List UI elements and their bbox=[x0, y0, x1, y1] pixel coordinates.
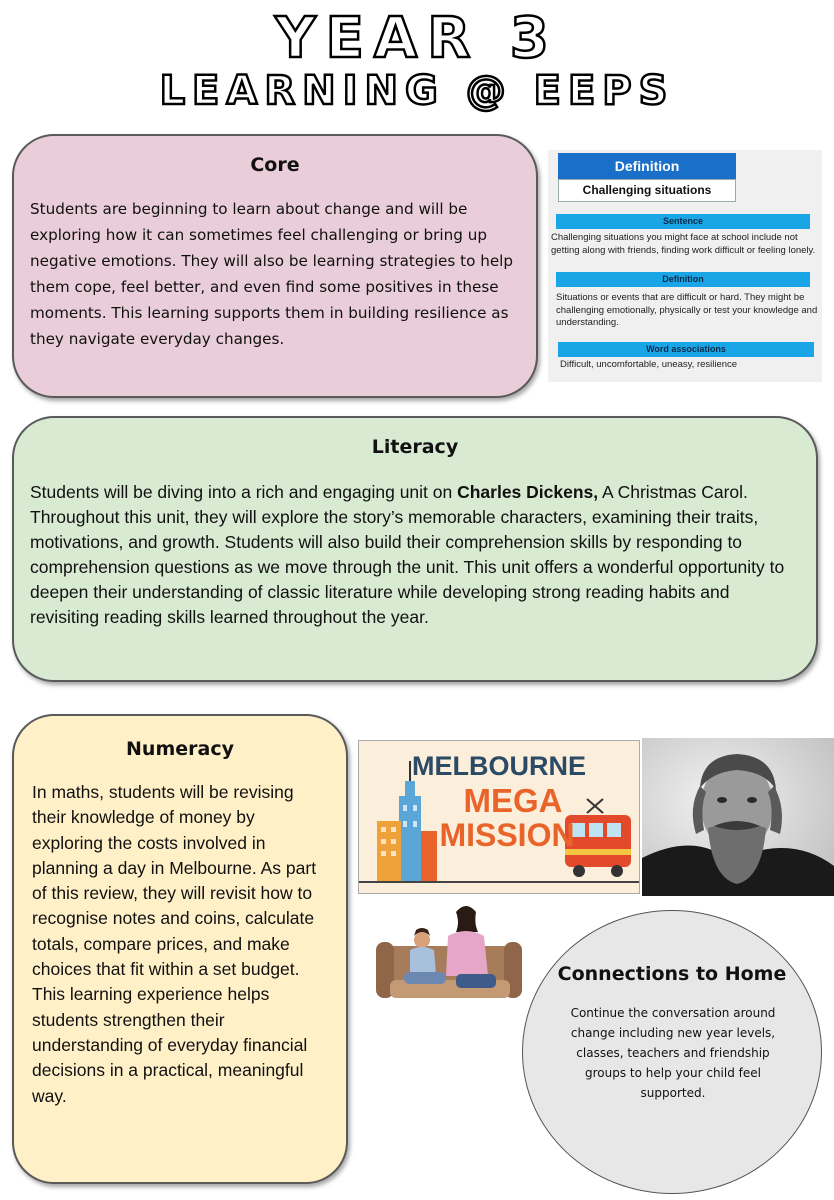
literacy-body: Students will be diving into a rich and engaging unit on Charles Dickens, A Christmas Carol. Throughout this unit, they will explore the story’s memorable characters, examining their traits, motivations, and growth. Students will also build their comprehension skills by responding to comprehension questions as we move through the unit. This unit offers a wonderful opportunity to deepen their understanding of classic literature while developing strong reading habits and revisiting reading skills learned throughout the year. bbox=[30, 482, 785, 627]
core-body: Students are beginning to learn about change and will be exploring how it can sometimes feel challenging or bring up negative emotions. They will also be learning strategies to help them cope, feel better, and even find some positives in these moments. This learning supports them in building resilience as they navigate everyday changes. bbox=[30, 200, 514, 348]
literacy-heading: Literacy bbox=[371, 436, 459, 458]
definition-text: Situations or events that are difficult or hard. They might be challenging emotionally, physically or test your knowledge and understanding. bbox=[556, 292, 818, 328]
sentence-text: Challenging situations you might face at school include not getting along with friends, finding work difficult or feeling lonely. bbox=[551, 232, 816, 256]
connections-to-home-section bbox=[522, 910, 822, 1194]
connections-heading: Connections to Home bbox=[557, 963, 787, 985]
associations-text: Difficult, uncomfortable, uneasy, resilience bbox=[560, 359, 738, 370]
definition-card-word: Challenging situations bbox=[558, 179, 736, 202]
melbourne-title: MELBOURNE bbox=[412, 751, 586, 781]
literacy-bold-author: Charles Dickens, bbox=[457, 482, 599, 502]
melbourne-mega-mission-image bbox=[358, 740, 640, 894]
core-section bbox=[12, 134, 538, 398]
numeracy-heading: Numeracy bbox=[126, 738, 234, 760]
family-drawing bbox=[376, 902, 522, 1002]
portrait-illustration bbox=[642, 738, 834, 896]
page-subtitle: LEARNING @ EEPS bbox=[159, 68, 675, 114]
numeracy-body: In maths, students will be revising their knowledge of money by exploring the costs involved in planning a day in Melbourne. As part of this review, they will revisit how to recognise notes and coins, calculate totals, compare prices, and make choices that fit within a set budget. This learning experience helps students strengthen their understanding of everyday financial decisions in a practical, meaningful way. bbox=[32, 782, 317, 1106]
mission-title: MISSION bbox=[439, 817, 575, 853]
page-title: YEAR 3 bbox=[275, 6, 559, 71]
definition-card bbox=[548, 150, 822, 382]
definition-label: Definition bbox=[556, 272, 810, 287]
mega-title: MEGA bbox=[463, 782, 563, 819]
parent-child-illustration bbox=[376, 902, 522, 1002]
numeracy-section bbox=[12, 714, 348, 1184]
associations-label: Word associations bbox=[558, 342, 814, 357]
connections-body: Continue the conversation around change including new year levels, classes, teachers and friendship groups to help your child feel supported. bbox=[570, 1006, 776, 1100]
charles-dickens-portrait bbox=[642, 738, 834, 896]
literacy-section bbox=[12, 416, 818, 682]
core-heading: Core bbox=[250, 154, 300, 176]
definition-card-header: Definition bbox=[558, 153, 736, 179]
sentence-label: Sentence bbox=[556, 214, 810, 229]
